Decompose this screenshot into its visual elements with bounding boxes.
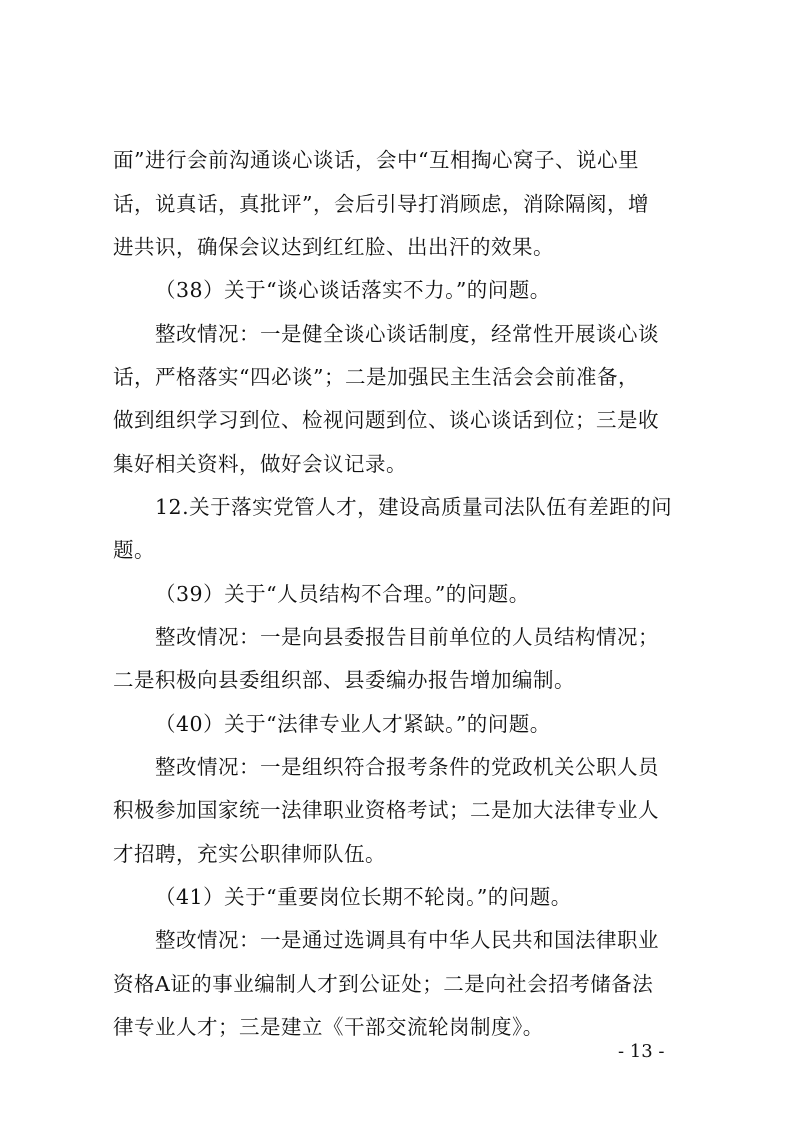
body-line-13: 二是积极向县委组织部、县委编办报告增加编制。 (113, 668, 575, 692)
body-line-12: 整改情况：一是向县委报告目前单位的人员结构情况； (155, 625, 659, 649)
body-line-6: 话，严格落实“四必谈”；二是加强民主生活会会前准备， (113, 365, 639, 389)
body-line-2: 话，说真话，真批评”，会后引导打消顾虑，消除隔阂，增 (113, 192, 649, 216)
body-line-1: 面”进行会前沟通谈心谈话，会中“互相掏心窝子、说心里 (113, 148, 639, 172)
body-line-7: 做到组织学习到位、检视问题到位、谈心谈话到位；三是收 (113, 408, 659, 432)
page-number: - 13 - (618, 1041, 665, 1062)
item-heading-39: （39）关于“人员结构不合理。”的问题。 (155, 582, 530, 606)
body-line-20: 资格A证的事业编制人才到公证处；二是向社会招考储备法 (113, 972, 654, 996)
item-heading-38: （38）关于“谈心谈话落实不力。”的问题。 (155, 278, 551, 302)
body-line-10: 题。 (113, 538, 155, 562)
item-heading-40: （40）关于“法律专业人才紧缺。”的问题。 (155, 712, 551, 736)
body-line-16: 积极参加国家统一法律职业资格考试；二是加大法律专业人 (113, 798, 659, 822)
body-line-19: 整改情况：一是通过选调具有中华人民共和国法律职业 (155, 928, 659, 952)
body-line-8: 集好相关资料，做好会议记录。 (113, 452, 407, 476)
section-heading-12: 12.关于落实党管人才，建设高质量司法队伍有差距的问 (155, 495, 673, 519)
item-heading-41: （41）关于“重要岗位长期不轮岗。”的问题。 (155, 885, 572, 909)
body-line-17: 才招聘，充实公职律师队伍。 (113, 842, 386, 866)
body-line-3: 进共识，确保会议达到红红脸、出出汗的效果。 (113, 235, 554, 259)
body-line-5: 整改情况：一是健全谈心谈话制度，经常性开展谈心谈 (155, 322, 659, 346)
body-line-21: 律专业人才；三是建立《干部交流轮岗制度》。 (113, 1015, 544, 1039)
body-line-15: 整改情况：一是组织符合报考条件的党政机关公职人员 (155, 755, 659, 779)
